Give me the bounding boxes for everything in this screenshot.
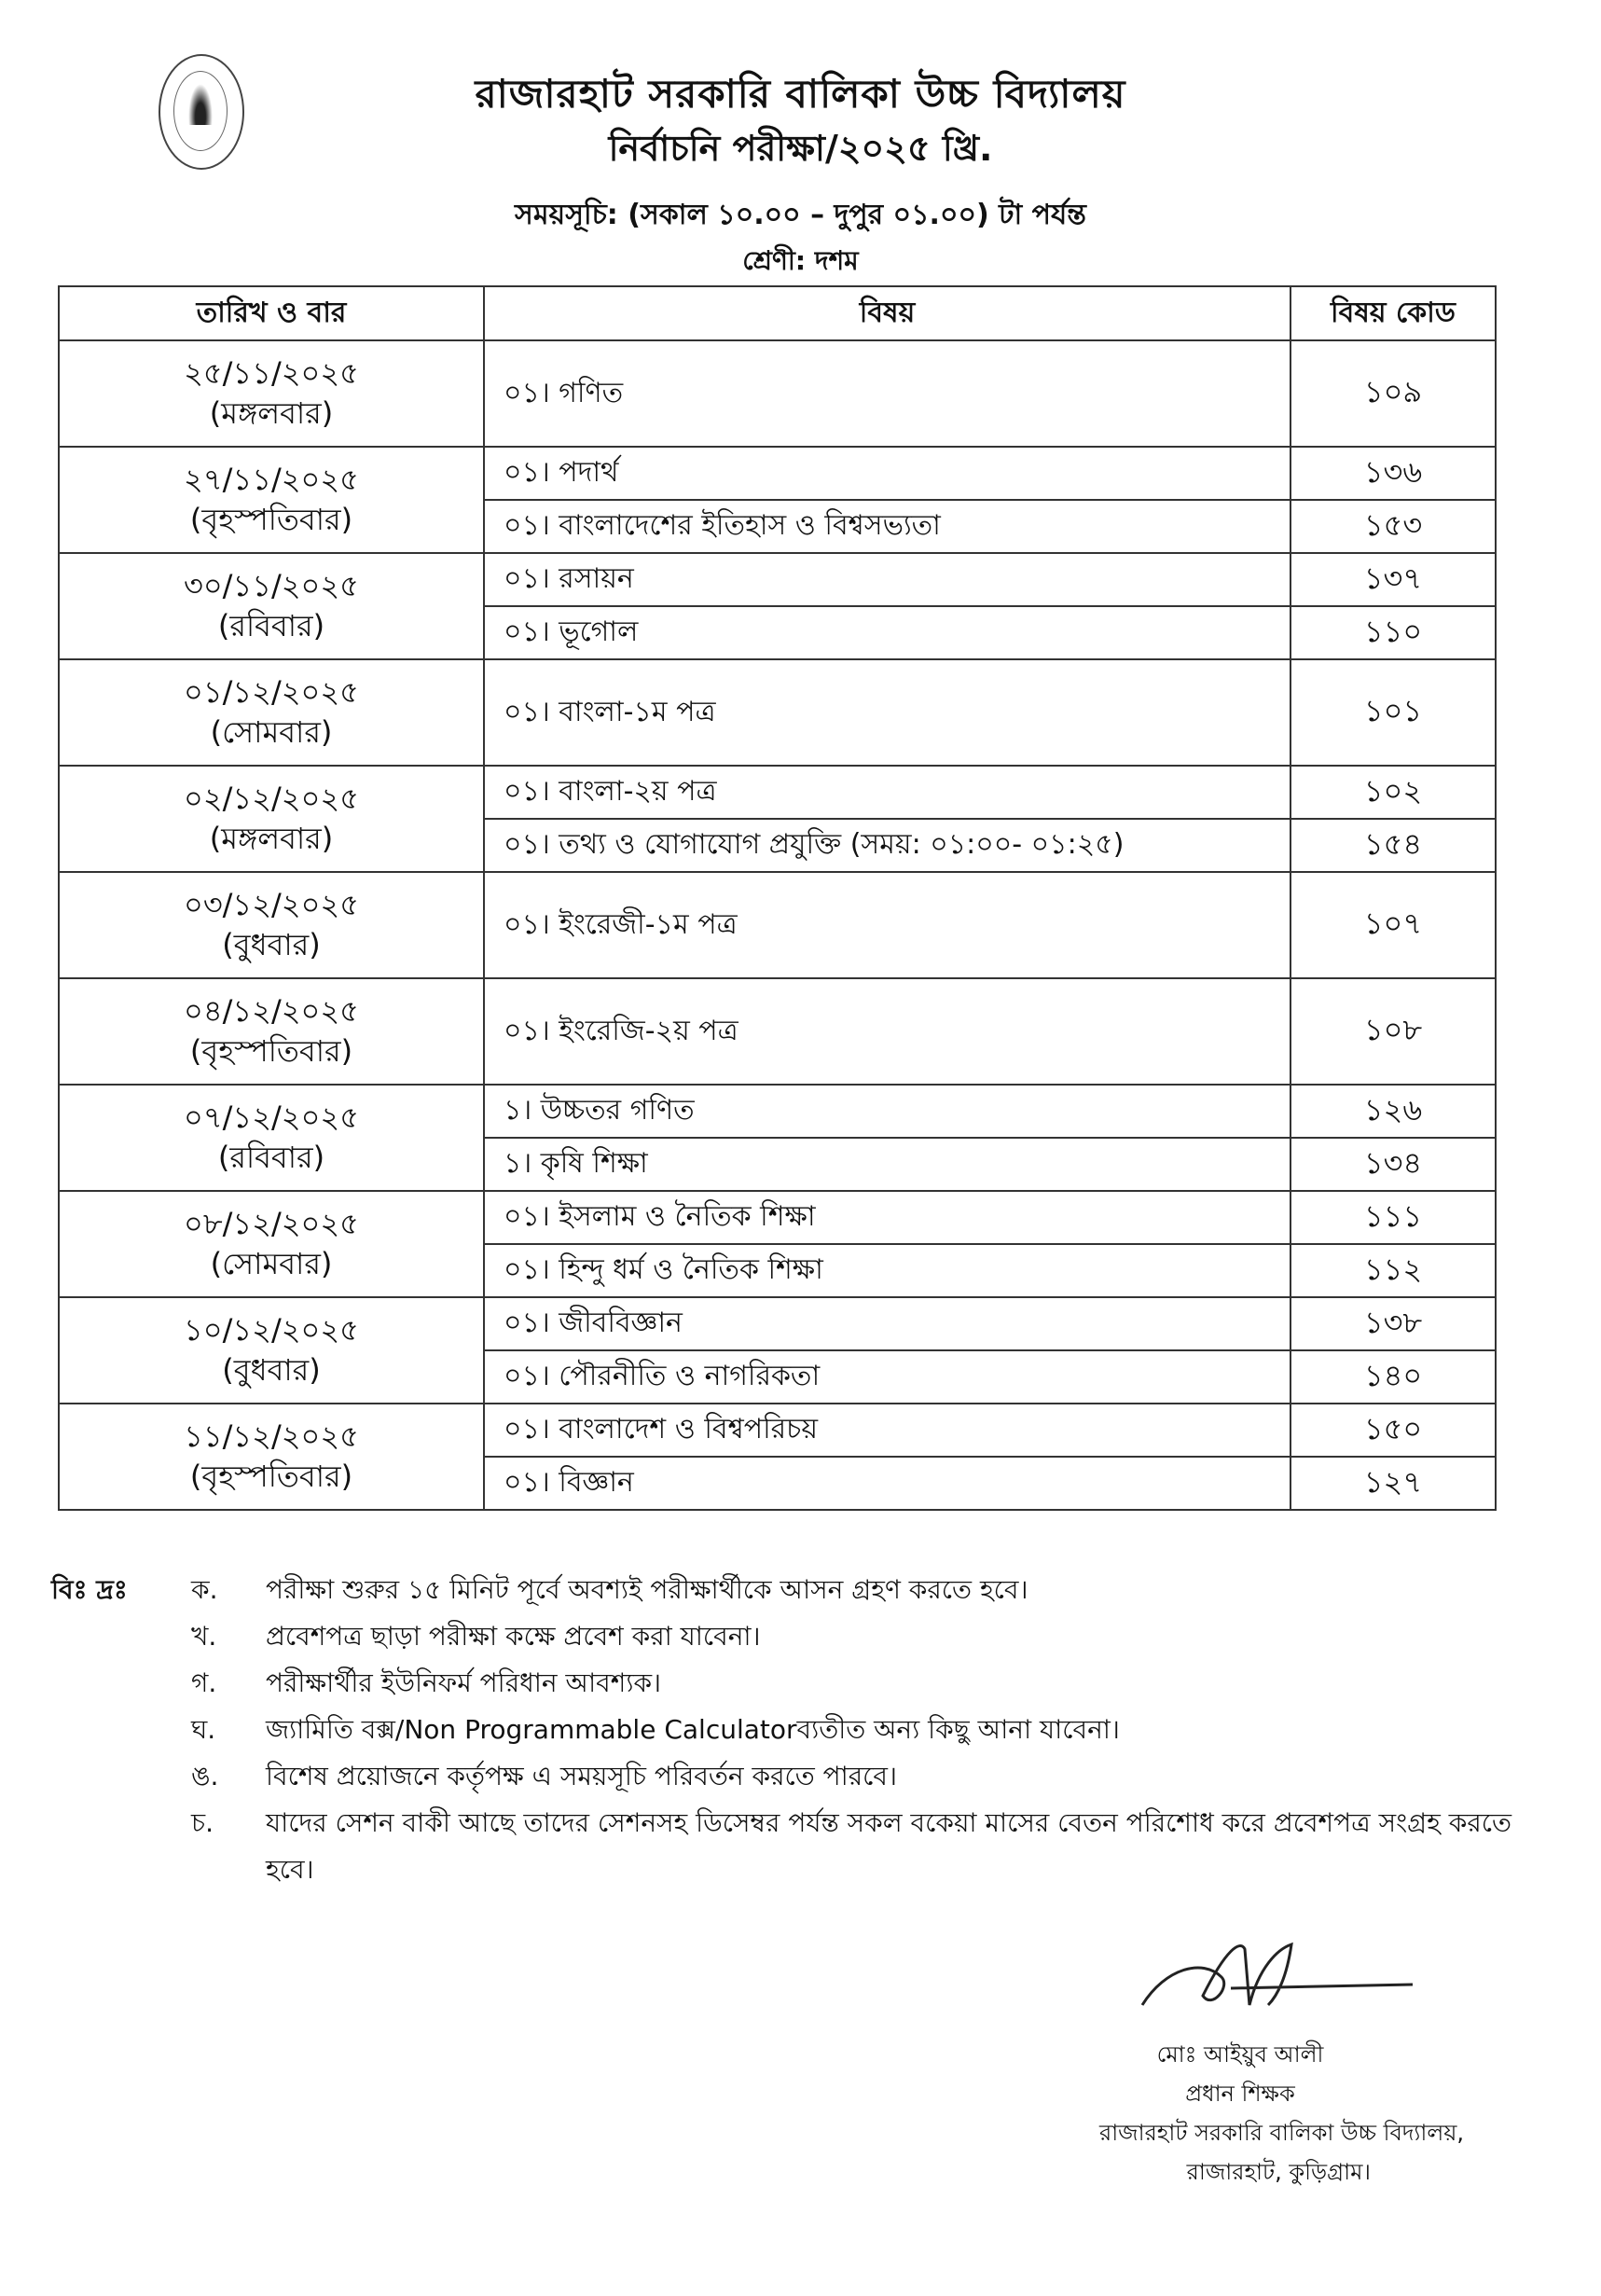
- subject-code: ১০৭: [1290, 872, 1496, 978]
- exam-schedule-table: [58, 285, 1497, 1511]
- note-text: জ্যামিতি বক্স/Non Programmable Calculatorব্যতীত অন্য কিছু আনা যাবেনা।: [266, 1714, 1120, 1745]
- subject-code: ১০১: [1290, 659, 1496, 766]
- subject-name: ০১। বাংলা-১ম পত্র: [484, 659, 1290, 766]
- exam-date: ৩০/১১/২০২৫: [184, 567, 359, 603]
- subject-name: ০১। গণিত: [484, 340, 1290, 447]
- subject-name: ০১। রসায়ন: [484, 553, 1290, 606]
- subject-name: ০১। ভূগোল: [484, 606, 1290, 659]
- note-label: চ.: [191, 1807, 214, 1838]
- signatory-name: মোঃ আইয়ুব আলী: [1156, 2041, 1324, 2068]
- subject-code: ১৫৪: [1290, 819, 1496, 872]
- table-row: [59, 766, 1496, 819]
- note-item: [51, 1567, 1525, 1613]
- note-text: যাদের সেশন বাকী আছে তাদের সেশনসহ ডিসেম্বর পর্যন্ত সকল বকেয়া মাসের বেতন পরিশোধ করে প্রবেশপত্র সংগ্রহ করতে হবে।: [266, 1807, 1511, 1885]
- table-row: [59, 872, 1496, 978]
- subject-code: ১৫০: [1290, 1404, 1496, 1457]
- table-row: [59, 340, 1496, 447]
- date-cell: [59, 447, 484, 553]
- subject-code: ১২৬: [1290, 1085, 1496, 1138]
- class-label: শ্রেণী: দশম: [742, 245, 859, 276]
- subject-code: ১৩৬: [1290, 447, 1496, 500]
- exam-date: ০১/১২/২০২৫: [184, 673, 359, 710]
- subject-code: ১৪০: [1290, 1350, 1496, 1404]
- note-item: [51, 1753, 1525, 1800]
- date-cell: [59, 659, 484, 766]
- exam-timing: সময়সূচি: (সকাল ১০.০০ – দুপুর ০১.০০) টা পর্যন্ত: [515, 199, 1086, 231]
- note-item: [51, 1707, 1525, 1753]
- subject-name: ১। উচ্চতর গণিত: [484, 1085, 1290, 1138]
- exam-date: ২৫/১১/২০২৫: [184, 354, 359, 391]
- note-label: ঘ.: [191, 1714, 216, 1745]
- exam-day: (মঙ্গলবার): [209, 395, 334, 431]
- exam-day: (বুধবার): [222, 927, 321, 962]
- note-item: [51, 1613, 1525, 1660]
- notes-section: [51, 1567, 1525, 1893]
- subject-code: ১৩৮: [1290, 1297, 1496, 1350]
- date-cell: [59, 1297, 484, 1404]
- subject-name: ০১। বিজ্ঞান: [484, 1457, 1290, 1510]
- table-row: [59, 1404, 1496, 1457]
- subject-code: ১২৭: [1290, 1457, 1496, 1510]
- date-cell: [59, 872, 484, 978]
- subject-code: ১০৯: [1290, 340, 1496, 447]
- table-row: [59, 447, 1496, 500]
- subject-code: ১১২: [1290, 1244, 1496, 1297]
- header-subject-code: বিষয় কোড: [1290, 286, 1496, 340]
- date-cell: [59, 978, 484, 1085]
- exam-title: নির্বাচনি পরীক্ষা/২০২৫ খ্রি.: [608, 128, 993, 169]
- date-cell: [59, 766, 484, 872]
- note-text: প্রবেশপত্র ছাড়া পরীক্ষা কক্ষে প্রবেশ করা যাবেনা।: [266, 1621, 761, 1652]
- date-cell: [59, 1191, 484, 1297]
- subject-name: ০১। পদার্থ: [484, 447, 1290, 500]
- table-row: [59, 659, 1496, 766]
- table-row: [59, 1085, 1496, 1138]
- note-label: গ.: [191, 1667, 217, 1698]
- subject-code: ১৫৩: [1290, 500, 1496, 553]
- subject-name: ০১। জীববিজ্ঞান: [484, 1297, 1290, 1350]
- signatory-institution: রাজারহাট সরকারি বালিকা উচ্চ বিদ্যালয়,: [1099, 2120, 1464, 2146]
- exam-day: (বুধবার): [222, 1352, 321, 1388]
- subject-code: ১১১: [1290, 1191, 1496, 1244]
- exam-date: ২৭/১১/২০২৫: [184, 461, 359, 497]
- date-cell: [59, 1404, 484, 1510]
- note-text: পরীক্ষার্থীর ইউনিফর্ম পরিধান আবশ্যক।: [266, 1667, 662, 1698]
- subject-name: ০১। বাংলাদেশের ইতিহাস ও বিশ্বসভ্যতা: [484, 500, 1290, 553]
- subject-code: ১৩৭: [1290, 553, 1496, 606]
- table-row: [59, 1297, 1496, 1350]
- school-name: রাজারহাট সরকারি বালিকা উচ্চ বিদ্যালয়: [475, 71, 1126, 117]
- notes-heading: বিঃ দ্রঃ: [51, 1574, 128, 1605]
- exam-day: (সোমবার): [210, 1246, 333, 1281]
- subject-code: ১৩৪: [1290, 1138, 1496, 1191]
- subject-name: ০১। বাংলাদেশ ও বিশ্বপরিচয়: [484, 1404, 1290, 1457]
- exam-date: ০৩/১২/২০২৫: [184, 886, 359, 922]
- exam-day: (বৃহস্পতিবার): [189, 502, 353, 537]
- exam-date: ০৭/১২/২০২৫: [184, 1099, 359, 1135]
- header-subject: বিষয়: [484, 286, 1290, 340]
- subject-name: ০১। হিন্দু ধর্ম ও নৈতিক শিক্ষা: [484, 1244, 1290, 1297]
- table-row: [59, 978, 1496, 1085]
- exam-date: ০২/১২/২০২৫: [184, 780, 359, 816]
- note-label: ক.: [191, 1574, 218, 1605]
- note-item: [51, 1660, 1525, 1707]
- header-date-day: তারিখ ও বার: [59, 286, 484, 340]
- signatory-designation: প্রধান শিক্ষক: [1185, 2081, 1295, 2107]
- exam-day: (রবিবার): [217, 1140, 325, 1175]
- signatory-location: রাজারহাট, কুড়িগ্রাম।: [1186, 2159, 1371, 2185]
- exam-date: ১০/১২/২০২৫: [184, 1311, 359, 1348]
- exam-date: ০৮/১২/২০২৫: [184, 1205, 359, 1241]
- note-text: বিশেষ প্রয়োজনে কর্তৃপক্ষ এ সময়সূচি পরিবর্তন করতে পারবে।: [266, 1761, 898, 1791]
- note-label: ঙ.: [191, 1761, 219, 1791]
- date-cell: [59, 340, 484, 447]
- signature-mark: [1138, 1930, 1417, 2024]
- subject-name: ০১। ইংরেজী-১ম পত্র: [484, 872, 1290, 978]
- table-header-row: [59, 286, 1496, 340]
- date-cell: [59, 553, 484, 659]
- subject-name: ০১। ইসলাম ও নৈতিক শিক্ষা: [484, 1191, 1290, 1244]
- subject-name: ০১। পৌরনীতি ও নাগরিকতা: [484, 1350, 1290, 1404]
- note-text: পরীক্ষা শুরুর ১৫ মিনিট পূর্বে অবশ্যই পরীক্ষার্থীকে আসন গ্রহণ করতে হবে।: [266, 1574, 1028, 1605]
- exam-date: ০৪/১২/২০২৫: [184, 992, 359, 1029]
- note-item: [51, 1800, 1525, 1893]
- date-cell: [59, 1085, 484, 1191]
- subject-code: ১০৮: [1290, 978, 1496, 1085]
- note-label: খ.: [191, 1621, 217, 1652]
- subject-code: ১১০: [1290, 606, 1496, 659]
- subject-name: ০১। তথ্য ও যোগাযোগ প্রযুক্তি (সময়: ০১:০০- ০১:২৫): [484, 819, 1290, 872]
- subject-name: ০১। বাংলা-২য় পত্র: [484, 766, 1290, 819]
- subject-code: ১০২: [1290, 766, 1496, 819]
- subject-name: ১। কৃষি শিক্ষা: [484, 1138, 1290, 1191]
- exam-day: (রবিবার): [217, 608, 325, 643]
- exam-day: (মঙ্গলবার): [209, 821, 334, 856]
- exam-date: ১১/১২/২০২৫: [184, 1418, 359, 1454]
- table-row: [59, 1191, 1496, 1244]
- exam-day: (বৃহস্পতিবার): [189, 1459, 353, 1494]
- exam-day: (সোমবার): [210, 714, 333, 750]
- table-row: [59, 553, 1496, 606]
- subject-name: ০১। ইংরেজি-২য় পত্র: [484, 978, 1290, 1085]
- exam-day: (বৃহস্পতিবার): [189, 1033, 353, 1069]
